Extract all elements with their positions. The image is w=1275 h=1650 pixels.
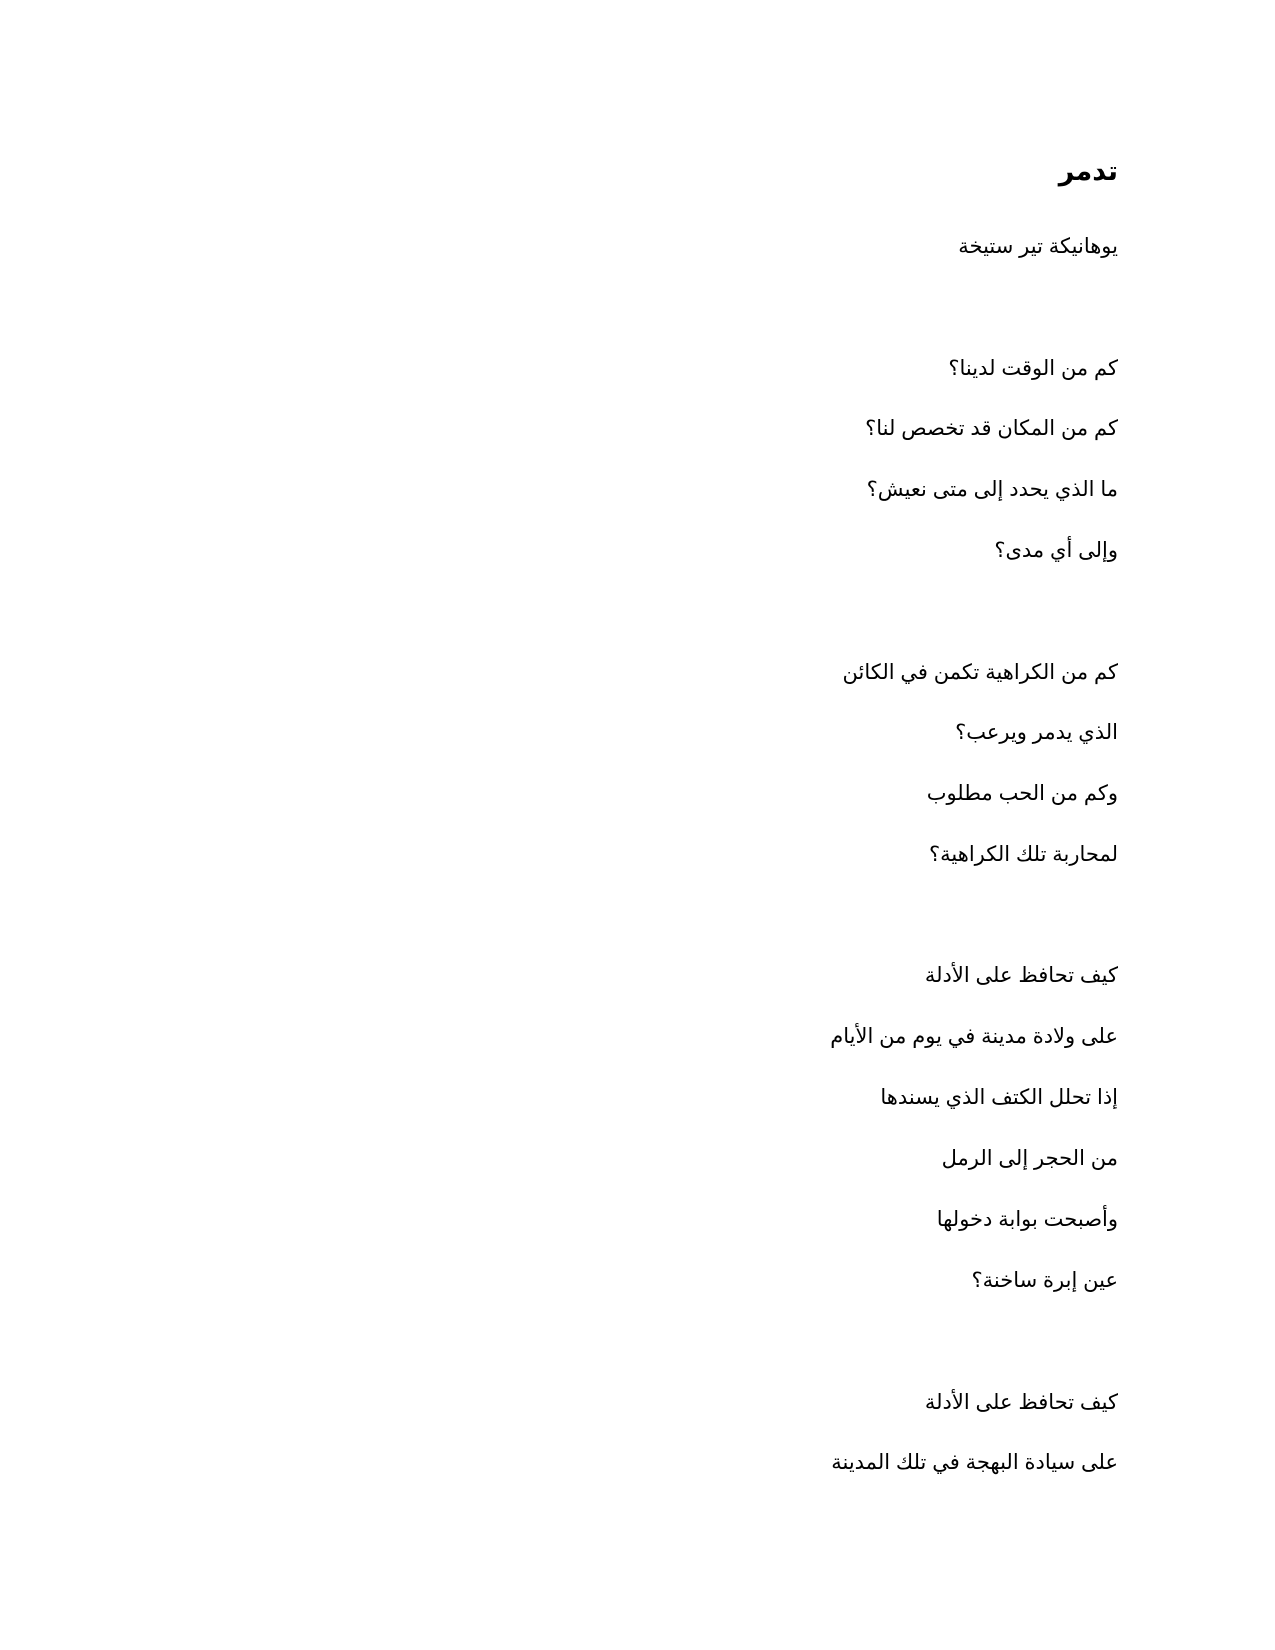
poem-line: وإلى أي مدى؟: [994, 539, 1118, 562]
poem-line: من الحجر إلى الرمل: [941, 1147, 1118, 1170]
poem-line: كم من الوقت لدينا؟: [948, 357, 1118, 380]
poem-line: كم من الكراهية تكمن في الكائن: [842, 661, 1118, 684]
poem-author: يوهانيكة تير ستيخة: [958, 235, 1118, 258]
poem-line: على سيادة البهجة في تلك المدينة: [831, 1451, 1118, 1474]
poem-line: كيف تحافظ على الأدلة: [924, 1391, 1118, 1414]
poem-title: تدمر: [1058, 156, 1118, 186]
poem-line: إذا تحلل الكتف الذي يسندها: [880, 1086, 1118, 1109]
poem-line: كم من المكان قد تخصص لنا؟: [865, 417, 1118, 440]
poem-line: الذي يدمر ويرعب؟: [955, 721, 1118, 744]
poem-line: كيف تحافظ على الأدلة: [924, 964, 1118, 987]
poem-line: وكم من الحب مطلوب: [926, 782, 1118, 805]
poem-line: لمحاربة تلك الكراهية؟: [929, 843, 1118, 866]
poem-line: وأصبحت بوابة دخولها: [936, 1208, 1118, 1231]
poem-line: على ولادة مدينة في يوم من الأيام: [830, 1025, 1118, 1048]
poem-line: ما الذي يحدد إلى متى نعيش؟: [866, 478, 1118, 501]
poem-line: عين إبرة ساخنة؟: [971, 1269, 1118, 1292]
